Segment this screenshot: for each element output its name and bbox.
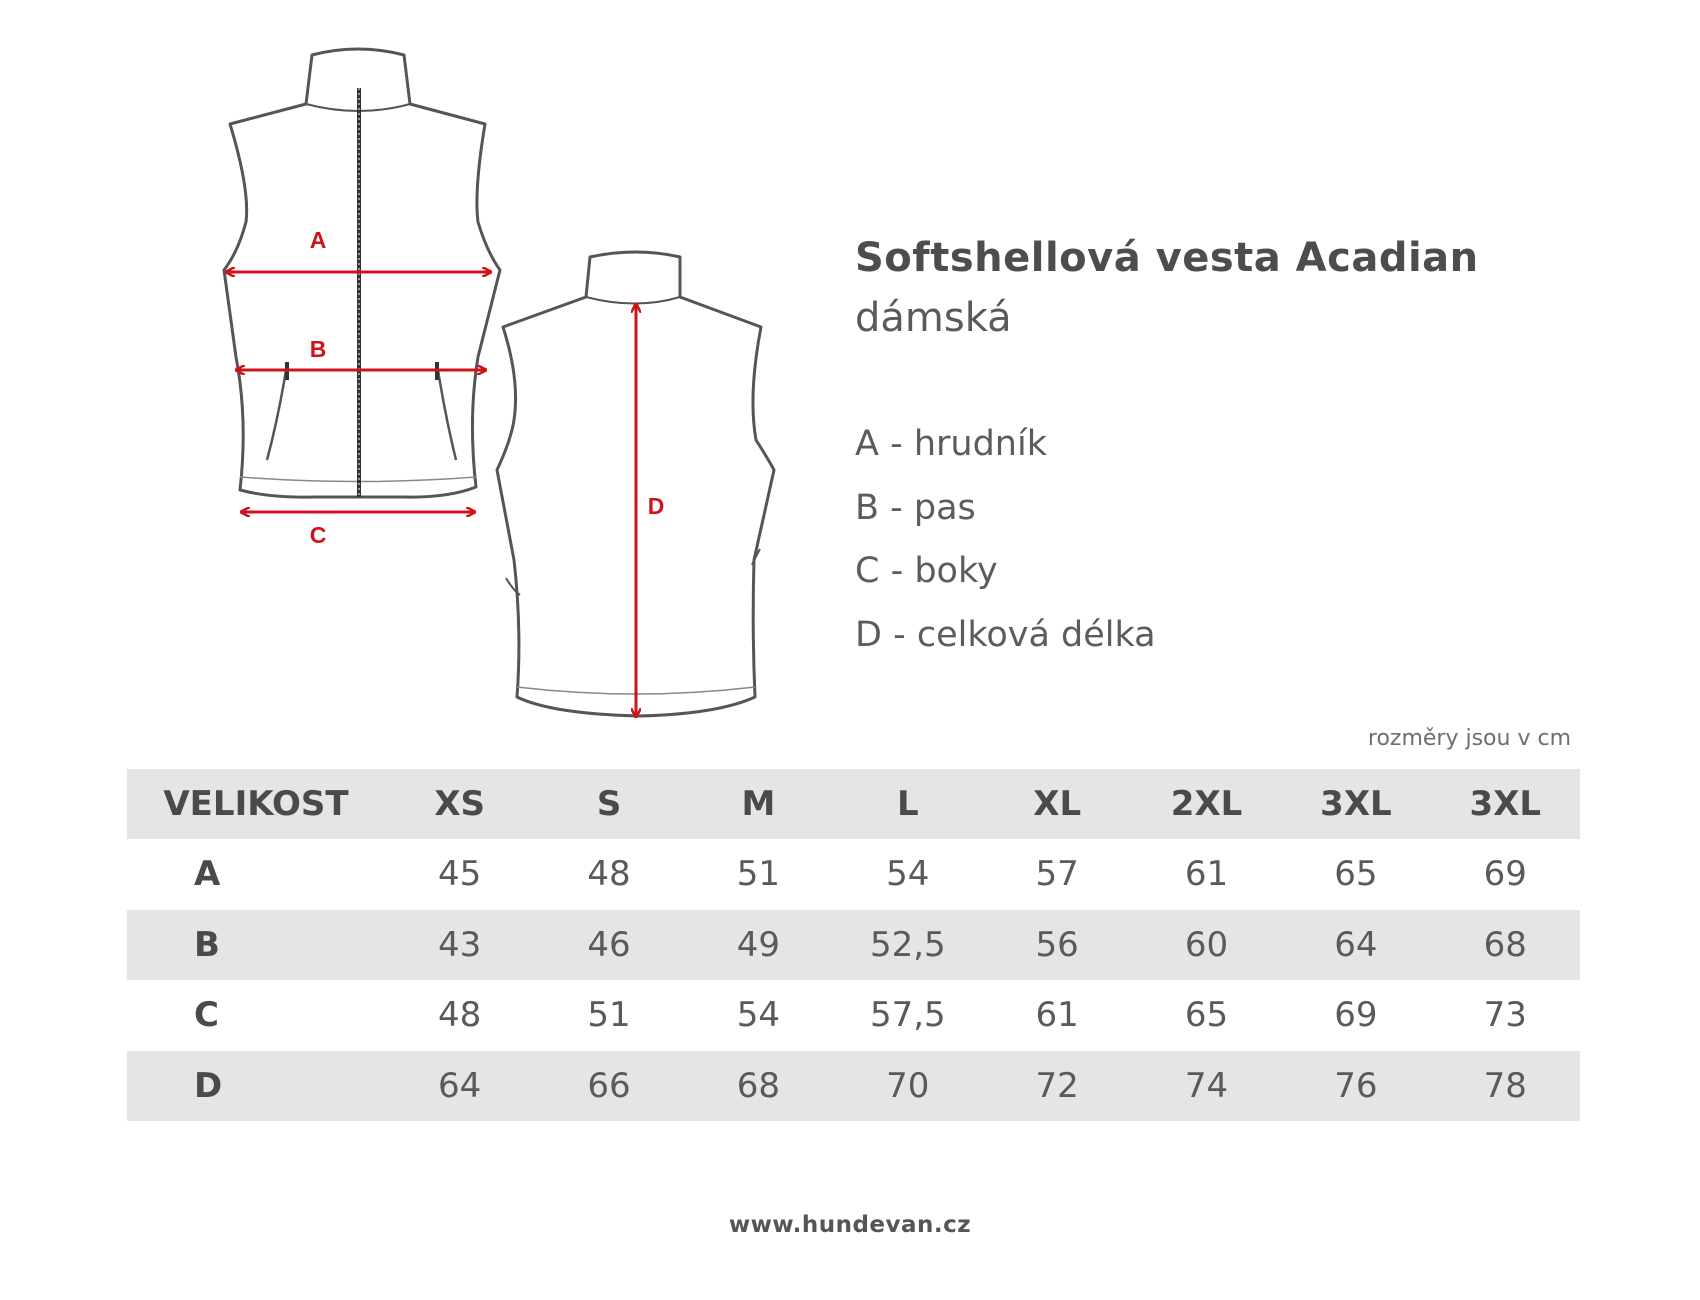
table-cell: 51 — [587, 995, 631, 1036]
header-cell: 2XL — [1170, 784, 1243, 824]
row-label: B — [194, 924, 220, 965]
table-cell: 45 — [438, 854, 482, 895]
table-cell: 78 — [1483, 1065, 1527, 1106]
product-subtitle: dámská — [855, 295, 1012, 341]
table-cell: 64 — [1334, 924, 1378, 965]
size-header-row — [127, 769, 1580, 839]
table-cell: 54 — [886, 854, 930, 895]
table-cell: 48 — [438, 995, 482, 1036]
label-d: D — [647, 493, 665, 519]
row-label: D — [194, 1065, 223, 1106]
header-cell: XL — [1033, 784, 1082, 824]
table-cell: 65 — [1334, 854, 1378, 895]
table-cell: 70 — [886, 1065, 930, 1106]
table-cell: 56 — [1035, 924, 1079, 965]
table-row — [127, 839, 1580, 910]
table-cell: 54 — [736, 995, 781, 1036]
table-cell: 72 — [1035, 1065, 1079, 1106]
table-row — [127, 1051, 1580, 1122]
header-cell: XS — [434, 784, 486, 824]
units-note: rozměry jsou v cm — [1367, 726, 1571, 751]
table-row — [127, 910, 1580, 981]
size-table — [127, 769, 1580, 1121]
product-title: Softshellová vesta Acadian — [855, 235, 1479, 281]
table-cell: 46 — [587, 924, 631, 965]
legend-item-a: A - hrudník — [855, 424, 1047, 464]
label-c: C — [309, 522, 327, 548]
table-cell: 61 — [1035, 995, 1079, 1036]
table-row — [127, 980, 1580, 1051]
table-cell: 74 — [1184, 1065, 1229, 1106]
label-b: B — [309, 336, 327, 362]
label-a: A — [309, 227, 327, 253]
table-cell: 69 — [1334, 995, 1378, 1036]
legend-item-c: C - boky — [855, 551, 998, 591]
legend-item-d: D - celková délka — [855, 614, 1156, 655]
table-cell: 66 — [587, 1065, 631, 1106]
table-cell: 51 — [736, 854, 781, 895]
table-cell: 64 — [438, 1065, 482, 1106]
table-cell: 60 — [1184, 924, 1229, 965]
row-label: A — [194, 854, 221, 895]
table-cell: 43 — [438, 924, 482, 965]
table-cell: 57 — [1035, 854, 1079, 895]
table-cell: 65 — [1184, 995, 1229, 1036]
table-cell: 73 — [1483, 995, 1527, 1036]
header-cell: M — [741, 784, 776, 824]
table-cell: 49 — [736, 924, 781, 965]
vest-measurement-diagram — [0, 0, 820, 760]
table-cell: 69 — [1483, 854, 1527, 895]
table-cell: 76 — [1334, 1065, 1378, 1106]
measurement-legend — [855, 413, 1156, 667]
table-cell: 57,5 — [869, 995, 946, 1036]
footer-url: www.hundevan.cz — [728, 1212, 972, 1238]
table-cell: 61 — [1184, 854, 1229, 895]
header-cell: VELIKOST — [163, 784, 349, 824]
row-label: C — [194, 995, 219, 1036]
legend-item-b: B - pas — [855, 487, 976, 528]
table-cell: 68 — [736, 1065, 781, 1106]
header-cell: 3XL — [1320, 784, 1392, 824]
table-cell: 52,5 — [869, 924, 946, 965]
header-cell: 3XL — [1469, 784, 1542, 824]
header-cell: S — [596, 784, 622, 824]
table-cell: 48 — [587, 854, 631, 895]
table-cell: 68 — [1483, 924, 1527, 965]
header-cell: L — [896, 784, 919, 824]
